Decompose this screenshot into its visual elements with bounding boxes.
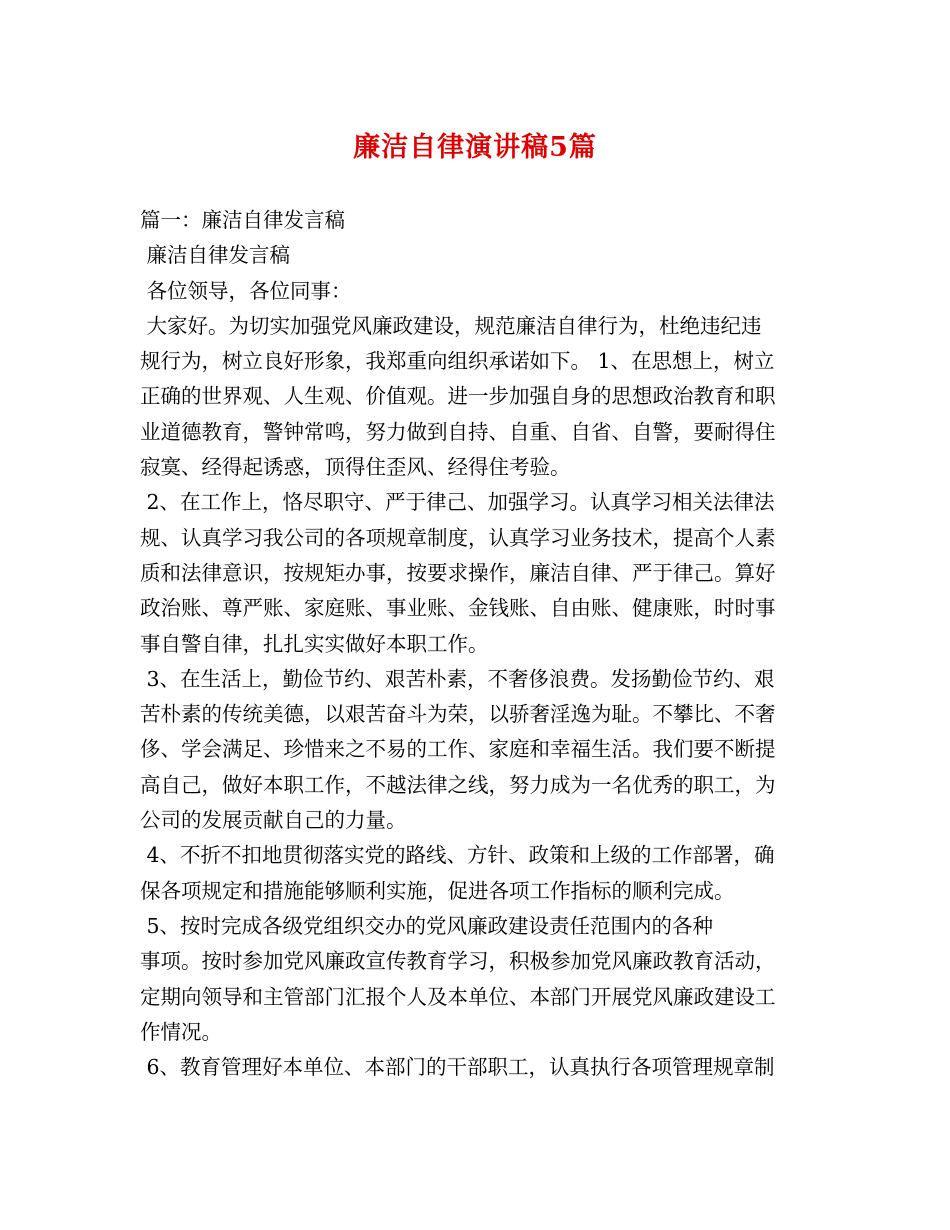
document-body bbox=[140, 203, 816, 1085]
text-line: 政治账、尊严账、家庭账、事业账、金钱账、自由账、健康账，时时事 bbox=[140, 596, 776, 621]
text-line: 事项。按时参加党风廉政宣传教育学习，积极参加党风廉政教育活动， bbox=[140, 949, 776, 974]
text-line: 保各项规定和措施能够顺利实施，促进各项工作指标的顺利完成。 bbox=[140, 878, 735, 903]
text-line: 苦朴素的传统美德，以艰苦奋斗为荣，以骄奢淫逸为耻。不攀比、不奢 bbox=[140, 702, 776, 727]
text-line: 2、在工作上，恪尽职守、严于律己、加强学习。认真学习相关法律法 bbox=[140, 490, 775, 515]
text-line: 3、在生活上，勤俭节约、艰苦朴素，不奢侈浪费。发扬勤俭节约、艰 bbox=[140, 666, 775, 691]
text-line: 5、按时完成各级党组织交办的党风廉政建设责任范围内的各种 bbox=[140, 913, 714, 938]
text-line: 篇一：廉洁自律发言稿 bbox=[140, 208, 345, 232]
text-line: 寂寞、经得起诱惑，顶得住歪风、经得住考验。 bbox=[140, 455, 571, 480]
text-line: 定期向领导和主管部门汇报个人及本单位、本部门开展党风廉政建设工 bbox=[140, 984, 776, 1009]
text-line: 作情况。 bbox=[140, 1019, 222, 1044]
text-line: 4、不折不扣地贯彻落实党的路线、方针、政策和上级的工作部署，确 bbox=[140, 843, 775, 868]
text-line: 廉洁自律发言稿 bbox=[140, 243, 291, 268]
text-line: 规、认真学习我公司的各项规章制度，认真学习业务技术，提高个人素 bbox=[140, 525, 776, 550]
text-line: 规行为，树立良好形象，我郑重向组织承诺如下。 1、在思想上，树立 bbox=[140, 349, 775, 374]
text-line: 正确的世界观、人生观、价值观。进一步加强自身的思想政治教育和职 bbox=[140, 384, 776, 409]
text-line: 侈、学会满足、珍惜来之不易的工作、家庭和幸福生活。我们要不断提 bbox=[140, 737, 776, 762]
text-line: 质和法律意识，按规矩办事，按要求操作，廉洁自律、严于律己。算好 bbox=[140, 560, 776, 585]
text-line: 公司的发展贡献自己的力量。 bbox=[140, 808, 407, 833]
text-line: 业道德教育，警钟常鸣，努力做到自持、自重、自省、自警，要耐得住 bbox=[140, 419, 776, 444]
document-title: 廉洁自律演讲稿5篇 bbox=[353, 132, 597, 163]
text-line: 高自己，做好本职工作，不越法律之线，努力成为一名优秀的职工，为 bbox=[140, 772, 776, 797]
text-line: 事自警自律，扎扎实实做好本职工作。 bbox=[140, 631, 489, 656]
text-line: 各位领导，各位同事： bbox=[140, 278, 352, 303]
text-line: 6、教育管理好本单位、本部门的干部职工，认真执行各项管理规章制 bbox=[140, 1055, 775, 1080]
text-line: 大家好。为切实加强党风廉政建设，规范廉洁自律行为，杜绝违纪违 bbox=[140, 313, 762, 338]
